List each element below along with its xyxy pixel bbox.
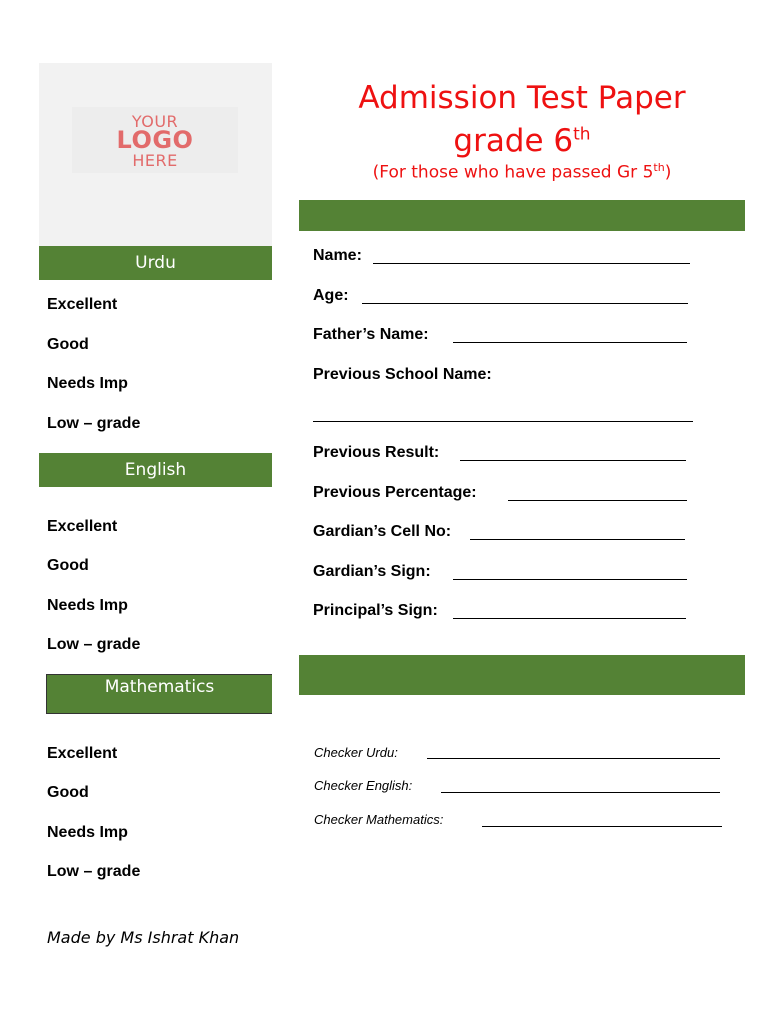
field-label-principal-sign: Principal’s Sign: (313, 602, 438, 619)
english-grade-low: Low – grade (47, 636, 141, 653)
field-label-guardian-cell: Gardian’s Cell No: (313, 523, 452, 540)
previous-percentage-input-line[interactable] (508, 500, 687, 501)
checker-english-line[interactable] (441, 792, 720, 793)
math-grade-good: Good (47, 784, 89, 801)
subject-header-english: English (39, 453, 272, 487)
header-divider-bar (299, 200, 745, 231)
logo-text-line1: YOUR (131, 112, 179, 131)
field-label-previous-result: Previous Result: (313, 444, 440, 461)
checker-mathematics-line[interactable] (482, 826, 722, 827)
field-label-guardian-sign: Gardian’s Sign: (313, 563, 431, 580)
math-grade-low: Low – grade (47, 863, 141, 880)
checker-label-english: Checker English: (314, 778, 413, 793)
field-label-age: Age: (313, 287, 349, 304)
logo-placeholder (72, 107, 238, 173)
checker-label-mathematics: Checker Mathematics: (314, 812, 444, 827)
page-subtitle: (For those who have passed Gr 5th) (372, 161, 672, 183)
urdu-grade-low: Low – grade (47, 415, 141, 432)
checker-label-urdu: Checker Urdu: (314, 745, 398, 760)
checker-divider-bar (299, 655, 745, 695)
guardian-cell-input-line[interactable] (470, 539, 685, 540)
guardian-sign-input-line[interactable] (453, 579, 687, 580)
name-input-line[interactable] (373, 263, 690, 264)
math-grade-excellent: Excellent (47, 745, 118, 762)
english-grade-excellent: Excellent (47, 518, 118, 535)
field-label-father-name: Father’s Name: (313, 326, 429, 343)
field-label-name: Name: (313, 247, 362, 264)
english-grade-good: Good (47, 557, 89, 574)
subject-header-urdu: Urdu (39, 246, 272, 280)
principal-sign-input-line[interactable] (453, 618, 686, 619)
footer-credit: Made by Ms Ishrat Khan (47, 928, 240, 947)
field-label-previous-percentage: Previous Percentage: (313, 484, 477, 501)
urdu-grade-needs-imp: Needs Imp (47, 375, 128, 392)
page-title: Admission Test Paper (358, 80, 686, 116)
math-grade-needs-imp: Needs Imp (47, 824, 128, 841)
previous-school-input-line[interactable] (313, 421, 693, 422)
father-name-input-line[interactable] (453, 342, 687, 343)
checker-urdu-line[interactable] (427, 758, 720, 759)
subject-header-mathematics: Mathematics (46, 674, 272, 714)
field-label-previous-school: Previous School Name: (313, 366, 492, 383)
logo-text-line3: HERE (132, 151, 178, 170)
urdu-grade-good: Good (47, 336, 89, 353)
logo-text-line2: LOGO (116, 126, 194, 154)
grade-title: grade 6th (453, 123, 591, 159)
urdu-grade-excellent: Excellent (47, 296, 118, 313)
previous-result-input-line[interactable] (460, 460, 686, 461)
age-input-line[interactable] (362, 303, 688, 304)
english-grade-needs-imp: Needs Imp (47, 597, 128, 614)
